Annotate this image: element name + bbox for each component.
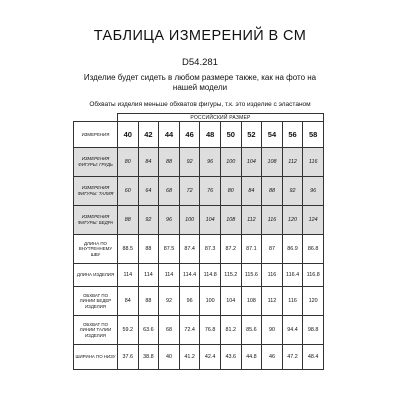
- row-label: ШИРИНА ПО НИЗУ: [74, 345, 118, 370]
- value-cell: 86.9: [282, 235, 303, 264]
- value-cell: 100: [220, 148, 241, 177]
- elastane-note: Обхваты изделия меньше обхватов фигуры, т.к. это изделие с эластаном: [89, 101, 311, 108]
- value-cell: 60: [118, 177, 139, 206]
- corner-cell: [74, 114, 118, 122]
- value-cell: 114.8: [200, 264, 221, 287]
- table-row: [74, 264, 324, 287]
- table-row: [74, 316, 324, 345]
- value-cell: 84: [241, 177, 262, 206]
- value-cell: 87.4: [179, 235, 200, 264]
- value-cell: 116.8: [303, 264, 324, 287]
- value-cell: 80: [118, 148, 139, 177]
- value-cell: 116: [262, 264, 283, 287]
- row-label: ДЛИНА ИЗДЕЛИЯ: [74, 264, 118, 287]
- size-cell: 54: [262, 122, 283, 148]
- table-row: [74, 287, 324, 316]
- size-cell: 56: [282, 122, 303, 148]
- value-cell: 120: [303, 287, 324, 316]
- value-cell: 115.6: [241, 264, 262, 287]
- value-cell: 100: [179, 206, 200, 235]
- value-cell: 114.4: [179, 264, 200, 287]
- value-cell: 86.8: [303, 235, 324, 264]
- value-cell: 80: [220, 177, 241, 206]
- value-cell: 46: [262, 345, 283, 370]
- size-header-row: [74, 114, 324, 122]
- table-row: [74, 235, 324, 264]
- value-cell: 88: [262, 177, 283, 206]
- value-cell: 87.2: [220, 235, 241, 264]
- value-cell: 94.4: [282, 316, 303, 345]
- value-cell: 100: [200, 287, 221, 316]
- table-row: [74, 177, 324, 206]
- value-cell: 81.2: [220, 316, 241, 345]
- value-cell: 116: [262, 206, 283, 235]
- table-row: [74, 345, 324, 370]
- page-title: ТАБЛИЦА ИЗМЕРЕНИЙ В СМ: [93, 28, 307, 44]
- value-cell: 96: [200, 148, 221, 177]
- value-cell: 59.2: [118, 316, 139, 345]
- fit-note-line-2: нашей модели: [172, 83, 228, 92]
- size-cell: 40: [118, 122, 139, 148]
- size-cell: 52: [241, 122, 262, 148]
- value-cell: 87.5: [159, 235, 180, 264]
- size-cell: 44: [159, 122, 180, 148]
- value-cell: 64: [138, 177, 159, 206]
- value-cell: 108: [241, 287, 262, 316]
- value-cell: 114: [138, 264, 159, 287]
- value-cell: 114: [118, 264, 139, 287]
- value-cell: 63.6: [138, 316, 159, 345]
- value-cell: 41.2: [179, 345, 200, 370]
- value-cell: 116.4: [282, 264, 303, 287]
- value-cell: 87.3: [200, 235, 221, 264]
- value-cell: 85.6: [241, 316, 262, 345]
- value-cell: 92: [282, 177, 303, 206]
- value-cell: 116: [282, 287, 303, 316]
- value-cell: 88: [159, 148, 180, 177]
- value-cell: 76: [200, 177, 221, 206]
- value-cell: 92: [159, 287, 180, 316]
- value-cell: 40: [159, 345, 180, 370]
- value-cell: 124: [303, 206, 324, 235]
- value-cell: 84: [138, 148, 159, 177]
- value-cell: 108: [220, 206, 241, 235]
- row-label: ИЗМЕРЕНИЯ ФИГУРЫ: ГРУДЬ: [74, 148, 118, 177]
- value-cell: 87: [262, 235, 283, 264]
- size-table: [73, 113, 324, 370]
- value-cell: 88.5: [118, 235, 139, 264]
- row-label: ОБХВАТ ПО ЛИНИИ ТАЛИИ ИЗДЕЛИЯ: [74, 316, 118, 345]
- size-cell: 42: [138, 122, 159, 148]
- size-header-label: РОССИЙСКИЙ РАЗМЕР: [118, 114, 324, 122]
- value-cell: 98.8: [303, 316, 324, 345]
- value-cell: 114: [159, 264, 180, 287]
- fit-note-line-1: Изделие будет сидеть в любом размере также, как на фото на: [83, 73, 317, 82]
- value-cell: 90: [262, 316, 283, 345]
- value-cell: 68: [159, 316, 180, 345]
- table-row: [74, 148, 324, 177]
- value-cell: 112: [262, 287, 283, 316]
- value-cell: 115.2: [220, 264, 241, 287]
- value-cell: 88: [138, 287, 159, 316]
- value-cell: 72.4: [179, 316, 200, 345]
- value-cell: 76.8: [200, 316, 221, 345]
- size-cell: 48: [200, 122, 221, 148]
- value-cell: 84: [118, 287, 139, 316]
- value-cell: 96: [303, 177, 324, 206]
- measure-label: ИЗМЕРЕНИЯ: [74, 122, 118, 148]
- fit-note: [80, 73, 320, 93]
- sizes-row: [74, 122, 324, 148]
- row-label: ИЗМЕРЕНИЯ ФИГУРЫ: ТАЛИЯ: [74, 177, 118, 206]
- value-cell: 120: [282, 206, 303, 235]
- value-cell: 104: [220, 287, 241, 316]
- value-cell: 43.6: [220, 345, 241, 370]
- value-cell: 42.4: [200, 345, 221, 370]
- value-cell: 92: [138, 206, 159, 235]
- value-cell: 37.6: [118, 345, 139, 370]
- value-cell: 112: [241, 206, 262, 235]
- value-cell: 88: [138, 235, 159, 264]
- value-cell: 87.1: [241, 235, 262, 264]
- value-cell: 88: [118, 206, 139, 235]
- row-label: ИЗМЕРЕНИЯ ФИГУРЫ: БЕДРА: [74, 206, 118, 235]
- value-cell: 108: [262, 148, 283, 177]
- size-cell: 50: [220, 122, 241, 148]
- value-cell: 116: [303, 148, 324, 177]
- value-cell: 104: [241, 148, 262, 177]
- value-cell: 96: [179, 287, 200, 316]
- value-cell: 47.2: [282, 345, 303, 370]
- size-cell: 58: [303, 122, 324, 148]
- value-cell: 96: [159, 206, 180, 235]
- row-label: ОБХВАТ ПО ЛИНИИ БЕДЕР ИЗДЕЛИЯ: [74, 287, 118, 316]
- row-label: ДЛИНА ПО ВНУТРЕННЕМУ ШВУ: [74, 235, 118, 264]
- model-code: D54.281: [182, 57, 218, 68]
- value-cell: 72: [179, 177, 200, 206]
- value-cell: 92: [179, 148, 200, 177]
- value-cell: 104: [200, 206, 221, 235]
- value-cell: 112: [282, 148, 303, 177]
- table-row: [74, 206, 324, 235]
- value-cell: 38.8: [138, 345, 159, 370]
- value-cell: 48.4: [303, 345, 324, 370]
- size-cell: 46: [179, 122, 200, 148]
- value-cell: 44.8: [241, 345, 262, 370]
- value-cell: 68: [159, 177, 180, 206]
